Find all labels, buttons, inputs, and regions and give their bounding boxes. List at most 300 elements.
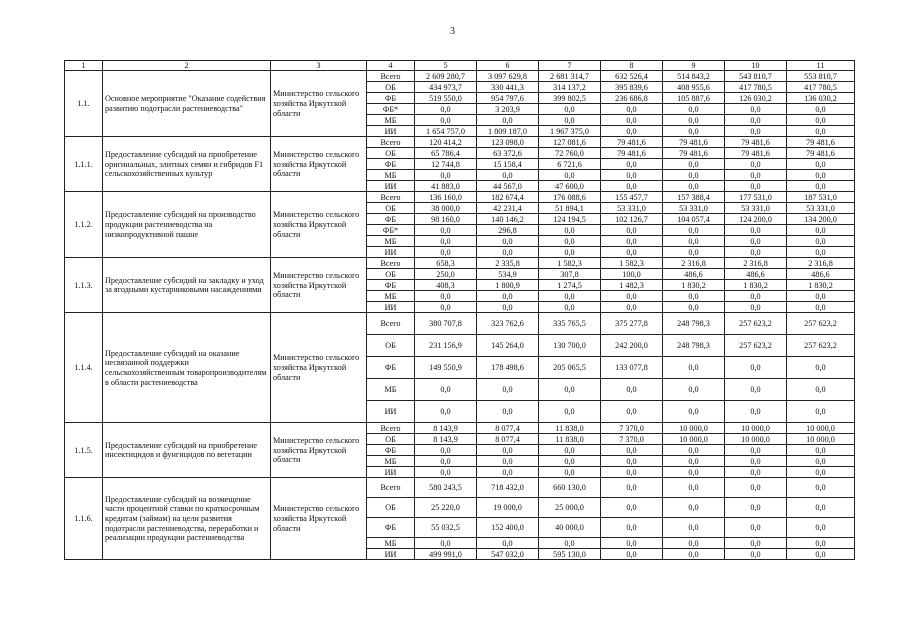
funding-source: ФБ bbox=[367, 280, 415, 291]
value-cell: 250,0 bbox=[415, 269, 477, 280]
funding-source: ФБ* bbox=[367, 225, 415, 236]
value-cell: 0,0 bbox=[725, 478, 787, 498]
value-cell: 124 200,0 bbox=[725, 214, 787, 225]
value-cell: 257 623,2 bbox=[787, 335, 855, 357]
value-cell: 0,0 bbox=[601, 467, 663, 478]
item-name: Предоставление субсидий на закладку и уход за ягодными кустарниковыми насаждениями bbox=[103, 258, 271, 313]
value-cell: 0,0 bbox=[787, 467, 855, 478]
value-cell: 248 798,3 bbox=[663, 313, 725, 335]
value-cell: 187 531,0 bbox=[787, 192, 855, 203]
value-cell: 136 030,2 bbox=[787, 93, 855, 104]
funding-source: Всего bbox=[367, 192, 415, 203]
value-cell: 0,0 bbox=[477, 445, 539, 456]
value-cell: 0,0 bbox=[415, 538, 477, 549]
column-header: 3 bbox=[271, 61, 367, 71]
value-cell: 25 000,0 bbox=[539, 498, 601, 518]
value-cell: 130 700,0 bbox=[539, 335, 601, 357]
value-cell: 595 130,0 bbox=[539, 549, 601, 560]
value-cell: 2 681 314,7 bbox=[539, 71, 601, 82]
funding-source: ИИ bbox=[367, 302, 415, 313]
value-cell: 0,0 bbox=[415, 302, 477, 313]
value-cell: 79 481,6 bbox=[725, 137, 787, 148]
value-cell: 55 032,5 bbox=[415, 518, 477, 538]
value-cell: 296,8 bbox=[477, 225, 539, 236]
value-cell: 0,0 bbox=[477, 170, 539, 181]
funding-source: ИИ bbox=[367, 247, 415, 258]
value-cell: 1 809 187,0 bbox=[477, 126, 539, 137]
funding-source: МБ bbox=[367, 236, 415, 247]
item-name: Предоставление субсидий на возмещение части процентной ставки по краткосрочным кредитам (займам) на цели развития подотрасли растениеводства, переработки и реализации продукции растениеводства bbox=[103, 478, 271, 560]
value-cell: 0,0 bbox=[601, 115, 663, 126]
value-cell: 40 000,0 bbox=[539, 518, 601, 538]
value-cell: 1 830,2 bbox=[787, 280, 855, 291]
value-cell: 514 843,2 bbox=[663, 71, 725, 82]
value-cell: 8 077,4 bbox=[477, 434, 539, 445]
value-cell: 79 481,6 bbox=[601, 148, 663, 159]
value-cell: 0,0 bbox=[787, 291, 855, 302]
value-cell: 0,0 bbox=[539, 236, 601, 247]
value-cell: 136 160,0 bbox=[415, 192, 477, 203]
item-code: 1.1.4. bbox=[65, 313, 103, 423]
funding-source: ОБ bbox=[367, 335, 415, 357]
funding-source: ИИ bbox=[367, 181, 415, 192]
column-header: 1 bbox=[65, 61, 103, 71]
funding-source: ОБ bbox=[367, 82, 415, 93]
value-cell: 0,0 bbox=[787, 518, 855, 538]
item-code: 1.1.6. bbox=[65, 478, 103, 560]
value-cell: 257 623,2 bbox=[787, 313, 855, 335]
value-cell: 10 000,0 bbox=[725, 423, 787, 434]
value-cell: 0,0 bbox=[725, 549, 787, 560]
funding-source: ФБ bbox=[367, 93, 415, 104]
value-cell: 0,0 bbox=[663, 115, 725, 126]
value-cell: 0,0 bbox=[787, 478, 855, 498]
item-executor: Министерство сельского хозяйства Иркутской области bbox=[271, 423, 367, 478]
value-cell: 0,0 bbox=[663, 159, 725, 170]
value-cell: 0,0 bbox=[663, 247, 725, 258]
value-cell: 0,0 bbox=[415, 247, 477, 258]
value-cell: 25 220,0 bbox=[415, 498, 477, 518]
column-header: 9 bbox=[663, 61, 725, 71]
value-cell: 1 274,5 bbox=[539, 280, 601, 291]
value-cell: 123 098,0 bbox=[477, 137, 539, 148]
value-cell: 0,0 bbox=[415, 401, 477, 423]
value-cell: 102 126,7 bbox=[601, 214, 663, 225]
value-cell: 65 786,4 bbox=[415, 148, 477, 159]
value-cell: 0,0 bbox=[725, 225, 787, 236]
value-cell: 0,0 bbox=[663, 104, 725, 115]
value-cell: 0,0 bbox=[539, 170, 601, 181]
funding-source: МБ bbox=[367, 538, 415, 549]
value-cell: 0,0 bbox=[601, 401, 663, 423]
value-cell: 149 550,9 bbox=[415, 357, 477, 379]
value-cell: 231 156,9 bbox=[415, 335, 477, 357]
value-cell: 0,0 bbox=[601, 478, 663, 498]
value-cell: 140 146,2 bbox=[477, 214, 539, 225]
value-cell: 660 130,0 bbox=[539, 478, 601, 498]
value-cell: 0,0 bbox=[663, 478, 725, 498]
value-cell: 177 531,0 bbox=[725, 192, 787, 203]
item-executor: Министерство сельского хозяйства Иркутской области bbox=[271, 478, 367, 560]
value-cell: 157 388,4 bbox=[663, 192, 725, 203]
value-cell: 47 600,0 bbox=[539, 181, 601, 192]
value-cell: 0,0 bbox=[663, 456, 725, 467]
funding-source: МБ bbox=[367, 170, 415, 181]
value-cell: 0,0 bbox=[725, 181, 787, 192]
value-cell: 0,0 bbox=[663, 549, 725, 560]
value-cell: 0,0 bbox=[601, 159, 663, 170]
value-cell: 0,0 bbox=[601, 181, 663, 192]
value-cell: 0,0 bbox=[725, 236, 787, 247]
value-cell: 0,0 bbox=[787, 445, 855, 456]
value-cell: 2 335,8 bbox=[477, 258, 539, 269]
value-cell: 0,0 bbox=[725, 291, 787, 302]
value-cell: 0,0 bbox=[725, 159, 787, 170]
budget-table bbox=[64, 60, 855, 560]
value-cell: 0,0 bbox=[725, 401, 787, 423]
value-cell: 79 481,6 bbox=[663, 148, 725, 159]
value-cell: 2 316,8 bbox=[663, 258, 725, 269]
value-cell: 0,0 bbox=[539, 379, 601, 401]
value-cell: 0,0 bbox=[601, 126, 663, 137]
value-cell: 7 370,0 bbox=[601, 423, 663, 434]
value-cell: 0,0 bbox=[415, 445, 477, 456]
value-cell: 314 137,2 bbox=[539, 82, 601, 93]
value-cell: 1 830,2 bbox=[725, 280, 787, 291]
value-cell: 10 000,0 bbox=[725, 434, 787, 445]
value-cell: 0,0 bbox=[601, 456, 663, 467]
funding-source: ФБ bbox=[367, 445, 415, 456]
value-cell: 330 441,3 bbox=[477, 82, 539, 93]
value-cell: 0,0 bbox=[725, 104, 787, 115]
column-header: 11 bbox=[787, 61, 855, 71]
value-cell: 0,0 bbox=[477, 467, 539, 478]
value-cell: 53 331,0 bbox=[601, 203, 663, 214]
value-cell: 0,0 bbox=[725, 518, 787, 538]
value-cell: 434 973,7 bbox=[415, 82, 477, 93]
value-cell: 2 609 280,7 bbox=[415, 71, 477, 82]
value-cell: 0,0 bbox=[725, 379, 787, 401]
value-cell: 98 160,0 bbox=[415, 214, 477, 225]
value-cell: 0,0 bbox=[663, 170, 725, 181]
value-cell: 0,0 bbox=[415, 467, 477, 478]
value-cell: 19 000,0 bbox=[477, 498, 539, 518]
value-cell: 0,0 bbox=[787, 181, 855, 192]
column-header: 10 bbox=[725, 61, 787, 71]
value-cell: 0,0 bbox=[787, 236, 855, 247]
value-cell: 6 721,6 bbox=[539, 159, 601, 170]
value-cell: 0,0 bbox=[601, 379, 663, 401]
value-cell: 15 158,4 bbox=[477, 159, 539, 170]
value-cell: 178 498,6 bbox=[477, 357, 539, 379]
value-cell: 257 623,2 bbox=[725, 313, 787, 335]
value-cell: 0,0 bbox=[663, 498, 725, 518]
value-cell: 0,0 bbox=[663, 181, 725, 192]
value-cell: 0,0 bbox=[477, 538, 539, 549]
value-cell: 0,0 bbox=[663, 401, 725, 423]
value-cell: 51 894,1 bbox=[539, 203, 601, 214]
item-code: 1.1.2. bbox=[65, 192, 103, 258]
value-cell: 10 000,0 bbox=[787, 423, 855, 434]
value-cell: 0,0 bbox=[787, 401, 855, 423]
value-cell: 0,0 bbox=[539, 247, 601, 258]
value-cell: 0,0 bbox=[663, 225, 725, 236]
value-cell: 0,0 bbox=[725, 467, 787, 478]
value-cell: 486,6 bbox=[725, 269, 787, 280]
funding-source: ФБ* bbox=[367, 104, 415, 115]
value-cell: 0,0 bbox=[601, 445, 663, 456]
value-cell: 0,0 bbox=[539, 115, 601, 126]
value-cell: 0,0 bbox=[539, 538, 601, 549]
value-cell: 632 526,4 bbox=[601, 71, 663, 82]
value-cell: 124 194,5 bbox=[539, 214, 601, 225]
value-cell: 0,0 bbox=[787, 225, 855, 236]
value-cell: 79 481,6 bbox=[787, 148, 855, 159]
value-cell: 8 143,9 bbox=[415, 434, 477, 445]
table-row bbox=[65, 423, 855, 434]
value-cell: 0,0 bbox=[601, 302, 663, 313]
value-cell: 182 674,4 bbox=[477, 192, 539, 203]
value-cell: 0,0 bbox=[663, 302, 725, 313]
value-cell: 0,0 bbox=[787, 302, 855, 313]
value-cell: 0,0 bbox=[415, 115, 477, 126]
value-cell: 0,0 bbox=[787, 104, 855, 115]
value-cell: 0,0 bbox=[415, 170, 477, 181]
value-cell: 0,0 bbox=[787, 170, 855, 181]
table-row bbox=[65, 71, 855, 82]
page-number: 3 bbox=[450, 26, 455, 37]
column-header: 8 bbox=[601, 61, 663, 71]
value-cell: 0,0 bbox=[477, 401, 539, 423]
value-cell: 0,0 bbox=[539, 456, 601, 467]
funding-source: ОБ bbox=[367, 269, 415, 280]
value-cell: 0,0 bbox=[787, 379, 855, 401]
value-cell: 42 231,4 bbox=[477, 203, 539, 214]
value-cell: 63 372,6 bbox=[477, 148, 539, 159]
value-cell: 0,0 bbox=[787, 126, 855, 137]
value-cell: 10 000,0 bbox=[787, 434, 855, 445]
value-cell: 8 077,4 bbox=[477, 423, 539, 434]
value-cell: 53 331,0 bbox=[787, 203, 855, 214]
value-cell: 0,0 bbox=[725, 498, 787, 518]
value-cell: 1 582,3 bbox=[601, 258, 663, 269]
value-cell: 0,0 bbox=[725, 247, 787, 258]
value-cell: 0,0 bbox=[663, 357, 725, 379]
value-cell: 375 277,8 bbox=[601, 313, 663, 335]
funding-source: ФБ bbox=[367, 518, 415, 538]
value-cell: 0,0 bbox=[601, 170, 663, 181]
value-cell: 10 000,0 bbox=[663, 423, 725, 434]
value-cell: 380 707,8 bbox=[415, 313, 477, 335]
item-executor: Министерство сельского хозяйства Иркутской области bbox=[271, 258, 367, 313]
funding-source: ФБ bbox=[367, 159, 415, 170]
table-row bbox=[65, 313, 855, 335]
value-cell: 0,0 bbox=[477, 247, 539, 258]
value-cell: 0,0 bbox=[787, 247, 855, 258]
value-cell: 0,0 bbox=[601, 549, 663, 560]
item-executor: Министерство сельского хозяйства Иркутской области bbox=[271, 313, 367, 423]
value-cell: 0,0 bbox=[787, 115, 855, 126]
value-cell: 0,0 bbox=[601, 247, 663, 258]
value-cell: 0,0 bbox=[601, 518, 663, 538]
value-cell: 0,0 bbox=[725, 115, 787, 126]
value-cell: 0,0 bbox=[477, 456, 539, 467]
item-name: Предоставление субсидий на производство продукции растениеводства на низкопродуктивной пашне bbox=[103, 192, 271, 258]
value-cell: 0,0 bbox=[477, 236, 539, 247]
funding-source: Всего bbox=[367, 71, 415, 82]
item-name: Основное мероприятие "Оказание содействия развитию подотрасли растениеводства" bbox=[103, 71, 271, 137]
value-cell: 0,0 bbox=[787, 357, 855, 379]
value-cell: 3 203,9 bbox=[477, 104, 539, 115]
value-cell: 105 887,6 bbox=[663, 93, 725, 104]
value-cell: 0,0 bbox=[663, 379, 725, 401]
value-cell: 38 000,0 bbox=[415, 203, 477, 214]
table-row bbox=[65, 137, 855, 148]
funding-source: Всего bbox=[367, 258, 415, 269]
value-cell: 72 760,0 bbox=[539, 148, 601, 159]
value-cell: 10 000,0 bbox=[663, 434, 725, 445]
item-name: Предоставление субсидий на оказание несвязанной поддержки сельскохозяйственным товаропроизводителям в области растениеводства bbox=[103, 313, 271, 423]
funding-source: Всего bbox=[367, 423, 415, 434]
value-cell: 0,0 bbox=[539, 302, 601, 313]
value-cell: 11 838,0 bbox=[539, 434, 601, 445]
value-cell: 0,0 bbox=[601, 225, 663, 236]
value-cell: 104 057,4 bbox=[663, 214, 725, 225]
value-cell: 8 143,9 bbox=[415, 423, 477, 434]
value-cell: 408,3 bbox=[415, 280, 477, 291]
value-cell: 0,0 bbox=[787, 159, 855, 170]
funding-source: МБ bbox=[367, 379, 415, 401]
value-cell: 335 765,5 bbox=[539, 313, 601, 335]
value-cell: 1 482,3 bbox=[601, 280, 663, 291]
value-cell: 100,0 bbox=[601, 269, 663, 280]
value-cell: 1 967 375,0 bbox=[539, 126, 601, 137]
value-cell: 0,0 bbox=[477, 115, 539, 126]
item-code: 1.1.3. bbox=[65, 258, 103, 313]
value-cell: 0,0 bbox=[415, 456, 477, 467]
value-cell: 0,0 bbox=[601, 236, 663, 247]
funding-source: Всего bbox=[367, 478, 415, 498]
item-code: 1.1.5. bbox=[65, 423, 103, 478]
value-cell: 248 798,3 bbox=[663, 335, 725, 357]
value-cell: 0,0 bbox=[725, 126, 787, 137]
value-cell: 543 810,7 bbox=[725, 71, 787, 82]
value-cell: 1 654 757,0 bbox=[415, 126, 477, 137]
value-cell: 323 762,6 bbox=[477, 313, 539, 335]
value-cell: 257 623,2 bbox=[725, 335, 787, 357]
column-header: 6 bbox=[477, 61, 539, 71]
funding-source: ИИ bbox=[367, 549, 415, 560]
item-code: 1.1.1. bbox=[65, 137, 103, 192]
value-cell: 0,0 bbox=[787, 549, 855, 560]
value-cell: 53 331,0 bbox=[725, 203, 787, 214]
value-cell: 486,6 bbox=[663, 269, 725, 280]
value-cell: 2 316,8 bbox=[787, 258, 855, 269]
value-cell: 236 686,8 bbox=[601, 93, 663, 104]
value-cell: 658,3 bbox=[415, 258, 477, 269]
value-cell: 205 065,5 bbox=[539, 357, 601, 379]
value-cell: 553 810,7 bbox=[787, 71, 855, 82]
value-cell: 2 316,8 bbox=[725, 258, 787, 269]
value-cell: 580 243,5 bbox=[415, 478, 477, 498]
value-cell: 152 400,0 bbox=[477, 518, 539, 538]
item-name: Предоставление субсидий на приобретение инсектицидов и фунгицидов по вегетации bbox=[103, 423, 271, 478]
value-cell: 0,0 bbox=[539, 291, 601, 302]
value-cell: 0,0 bbox=[725, 170, 787, 181]
value-cell: 1 830,2 bbox=[663, 280, 725, 291]
value-cell: 399 802,5 bbox=[539, 93, 601, 104]
value-cell: 547 032,0 bbox=[477, 549, 539, 560]
value-cell: 0,0 bbox=[663, 236, 725, 247]
value-cell: 7 370,0 bbox=[601, 434, 663, 445]
value-cell: 0,0 bbox=[415, 104, 477, 115]
value-cell: 0,0 bbox=[663, 467, 725, 478]
value-cell: 242 200,0 bbox=[601, 335, 663, 357]
value-cell: 11 838,0 bbox=[539, 423, 601, 434]
table-row bbox=[65, 478, 855, 498]
value-cell: 417 780,5 bbox=[725, 82, 787, 93]
funding-source: ФБ bbox=[367, 357, 415, 379]
value-cell: 0,0 bbox=[477, 302, 539, 313]
value-cell: 0,0 bbox=[725, 302, 787, 313]
value-cell: 133 077,8 bbox=[601, 357, 663, 379]
value-cell: 0,0 bbox=[539, 445, 601, 456]
value-cell: 0,0 bbox=[601, 291, 663, 302]
value-cell: 41 883,0 bbox=[415, 181, 477, 192]
funding-source: ОБ bbox=[367, 203, 415, 214]
value-cell: 176 088,6 bbox=[539, 192, 601, 203]
value-cell: 0,0 bbox=[415, 379, 477, 401]
funding-source: ОБ bbox=[367, 434, 415, 445]
value-cell: 3 097 629,8 bbox=[477, 71, 539, 82]
value-cell: 53 331,0 bbox=[663, 203, 725, 214]
value-cell: 0,0 bbox=[663, 538, 725, 549]
value-cell: 0,0 bbox=[477, 291, 539, 302]
column-header: 2 bbox=[103, 61, 271, 71]
value-cell: 0,0 bbox=[415, 236, 477, 247]
value-cell: 1 582,3 bbox=[539, 258, 601, 269]
value-cell: 0,0 bbox=[539, 104, 601, 115]
value-cell: 12 744,8 bbox=[415, 159, 477, 170]
value-cell: 519 550,0 bbox=[415, 93, 477, 104]
value-cell: 79 481,6 bbox=[787, 137, 855, 148]
header-row bbox=[65, 61, 855, 71]
value-cell: 0,0 bbox=[601, 104, 663, 115]
item-executor: Министерство сельского хозяйства Иркутской области bbox=[271, 71, 367, 137]
funding-source: ИИ bbox=[367, 126, 415, 137]
value-cell: 0,0 bbox=[787, 456, 855, 467]
funding-source: ИИ bbox=[367, 401, 415, 423]
value-cell: 0,0 bbox=[787, 538, 855, 549]
funding-source: ОБ bbox=[367, 148, 415, 159]
funding-source: Всего bbox=[367, 137, 415, 148]
column-header: 4 bbox=[367, 61, 415, 71]
value-cell: 0,0 bbox=[663, 445, 725, 456]
value-cell: 127 081,6 bbox=[539, 137, 601, 148]
funding-source: МБ bbox=[367, 115, 415, 126]
value-cell: 534,9 bbox=[477, 269, 539, 280]
value-cell: 307,8 bbox=[539, 269, 601, 280]
table-body bbox=[65, 61, 855, 560]
value-cell: 954 797,6 bbox=[477, 93, 539, 104]
item-code: 1.1. bbox=[65, 71, 103, 137]
value-cell: 1 800,9 bbox=[477, 280, 539, 291]
value-cell: 417 780,5 bbox=[787, 82, 855, 93]
value-cell: 79 481,6 bbox=[663, 137, 725, 148]
funding-source: ОБ bbox=[367, 498, 415, 518]
value-cell: 0,0 bbox=[601, 538, 663, 549]
value-cell: 120 414,2 bbox=[415, 137, 477, 148]
